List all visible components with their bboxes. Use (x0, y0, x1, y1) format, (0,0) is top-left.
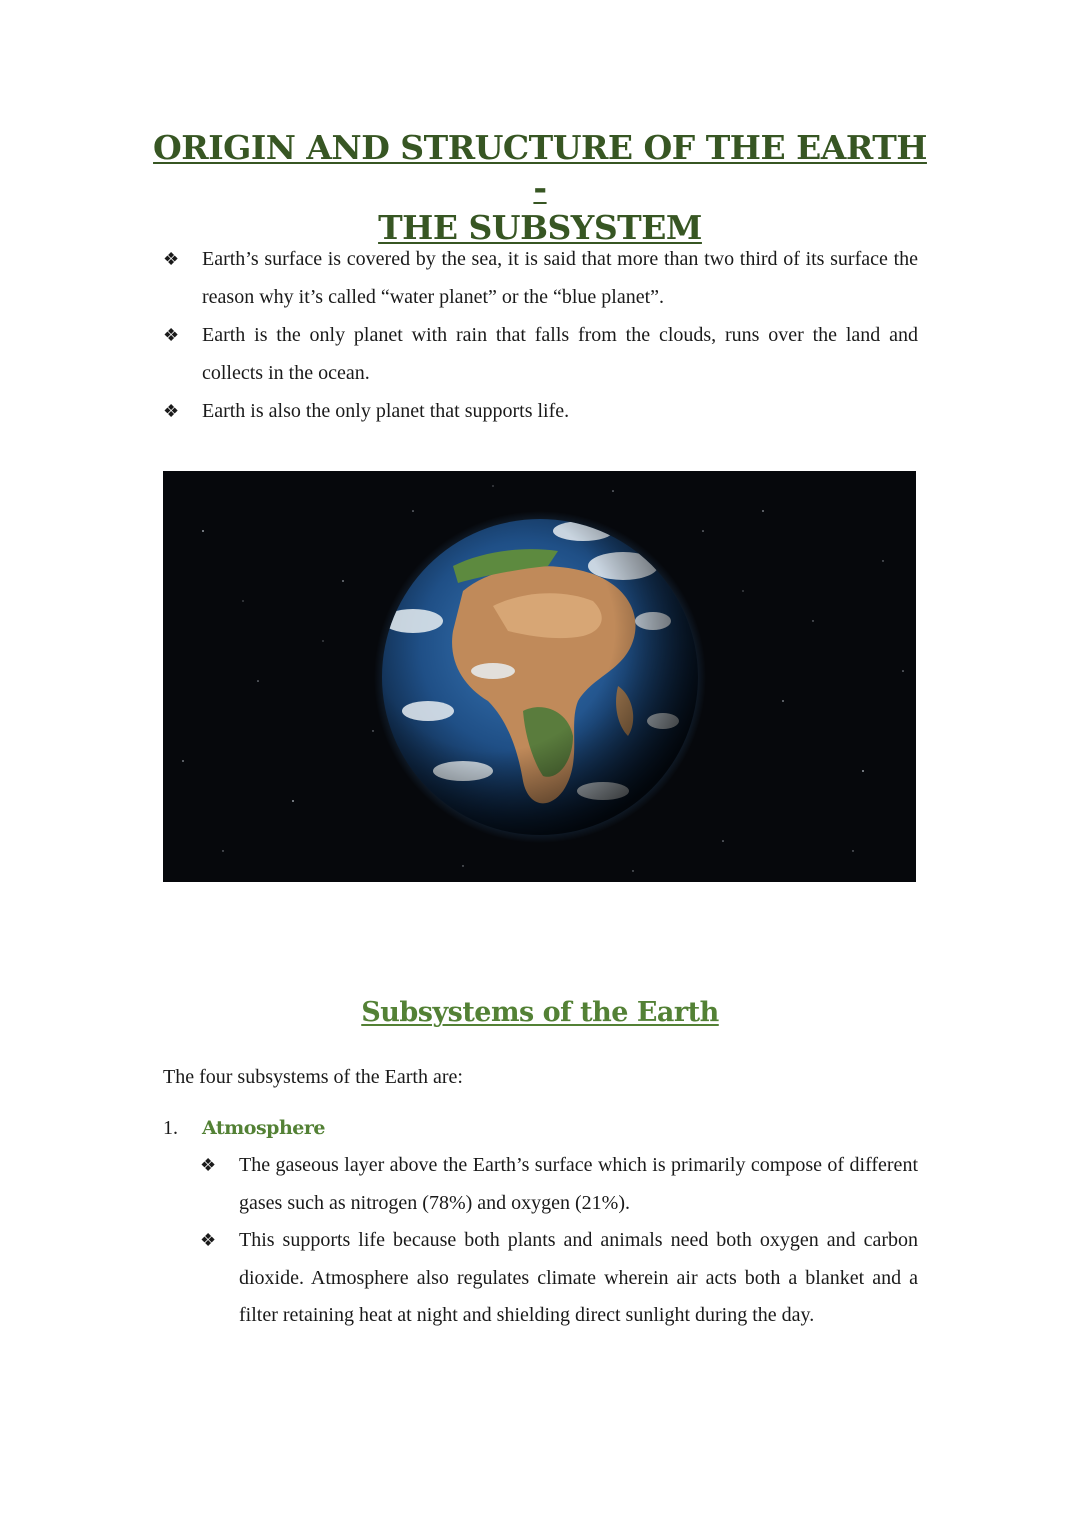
diamond-bullet-icon: ❖ (200, 1230, 217, 1250)
bullet-text: This supports life because both plants and animals need both oxygen and carbon dioxide. Atmosphere also regulates climate wherein air acts both a blanket and a filter retaining heat at night and shielding direct sunlight during the day. (239, 1229, 918, 1326)
bullet-text: Earth’s surface is covered by the sea, it is said that more than two third of its surface the reason why it’s called “water planet” or the “blue planet”. (202, 248, 918, 308)
bullet-text: Earth is the only planet with rain that falls from the clouds, runs over the land and collects in the ocean. (202, 324, 918, 384)
item-title: Atmosphere (202, 1117, 325, 1139)
section-heading: Subsystems of the Earth (361, 997, 719, 1028)
list-item (200, 1147, 918, 1222)
list-item (163, 240, 918, 316)
earth-globe-icon (163, 471, 916, 882)
bullet-text: The gaseous layer above the Earth’s surface which is primarily compose of different gases such as nitrogen (78%) and oxygen (21%). (239, 1154, 918, 1214)
page-title (150, 128, 930, 248)
list-item (163, 392, 918, 430)
intro-bullet-list (163, 240, 918, 430)
bullet-text: Earth is also the only planet that supports life. (202, 400, 570, 422)
page-title-line-2: THE SUBSYSTEM (378, 208, 702, 247)
diamond-bullet-icon: ❖ (163, 401, 180, 421)
diamond-bullet-icon: ❖ (200, 1155, 217, 1175)
list-item (200, 1222, 918, 1335)
diamond-bullet-icon: ❖ (163, 249, 180, 269)
diamond-bullet-icon: ❖ (163, 325, 180, 345)
list-item (163, 316, 918, 392)
intro-paragraph: The four subsystems of the Earth are: (163, 1066, 463, 1088)
item-number: 1. (163, 1117, 178, 1139)
page-title-line-1: ORIGIN AND STRUCTURE OF THE EARTH - (153, 128, 927, 207)
atmosphere-bullet-list (200, 1147, 918, 1335)
earth-from-space-image (163, 471, 916, 882)
